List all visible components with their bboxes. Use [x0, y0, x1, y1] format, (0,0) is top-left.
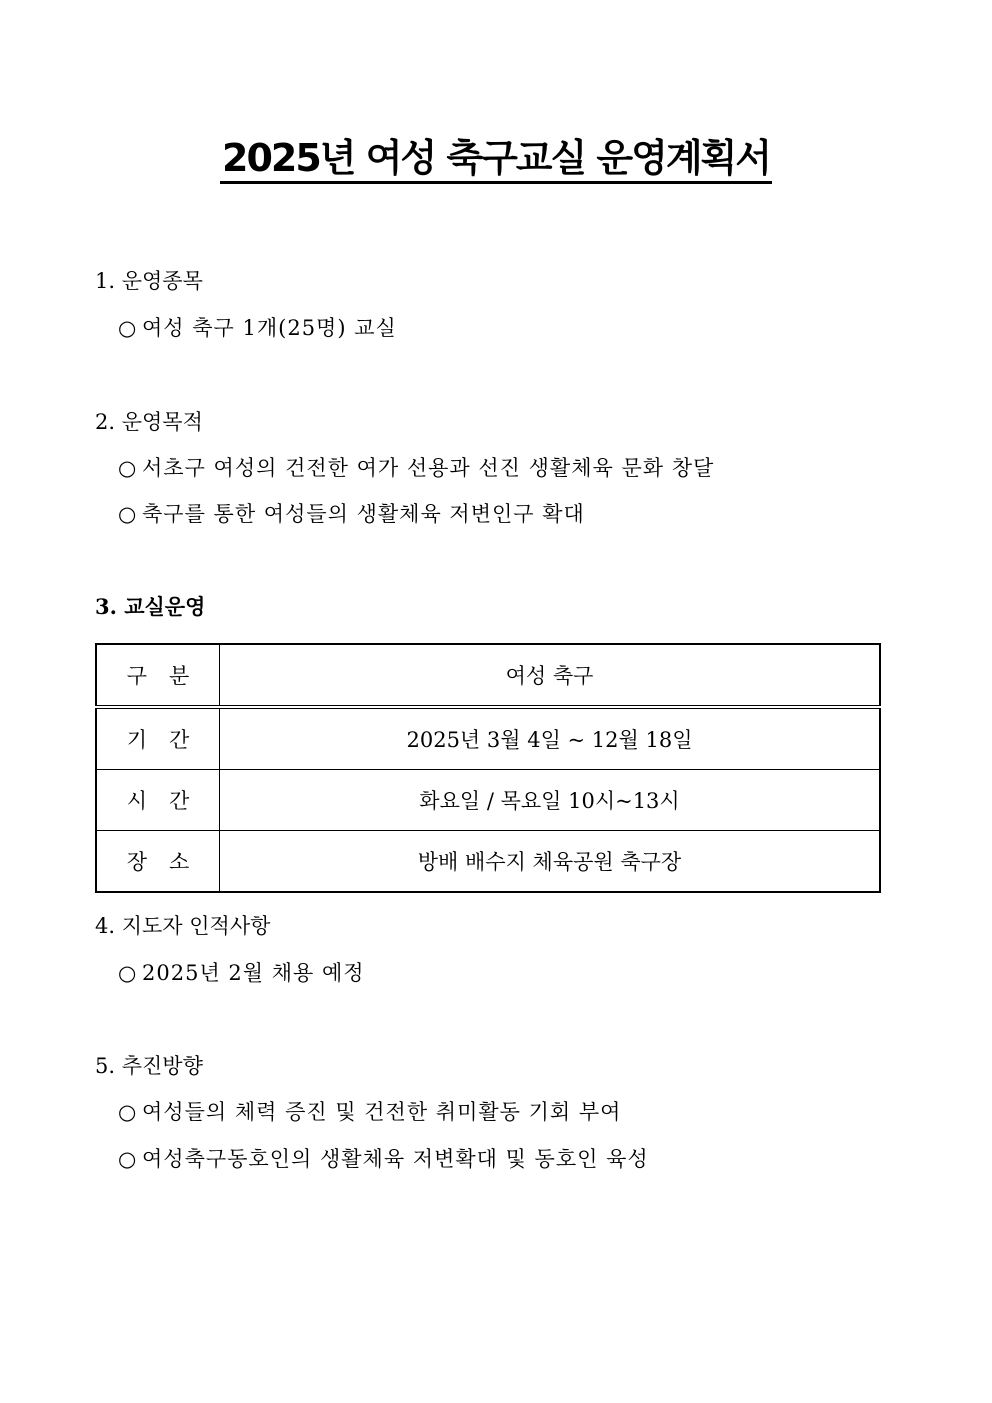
- document-title: [0, 133, 992, 184]
- bullet-mark: ○: [118, 316, 138, 340]
- table-row: [96, 770, 880, 831]
- table-row-value: 2025년 3월 4일 ~ 12월 18일: [220, 707, 881, 770]
- table-header-row: [96, 644, 880, 707]
- section-heading-operating-item: 1. 운영종목: [95, 269, 203, 293]
- bullet-mark: ○: [118, 502, 138, 526]
- bullet-item: [118, 958, 365, 988]
- table-row-value: 화요일 / 목요일 10시~13시: [220, 770, 881, 831]
- section-heading-purpose: 2. 운영목적: [95, 410, 203, 434]
- bullet-text: 축구를 통한 여성들의 생활체육 저변인구 확대: [142, 502, 585, 526]
- table-row-label: 장소: [96, 831, 220, 893]
- section-heading-direction: 5. 추진방향: [95, 1054, 203, 1078]
- bullet-text: 서초구 여성의 건전한 여가 선용과 선진 생활체육 문화 창달: [142, 456, 715, 480]
- bullet-mark: ○: [118, 1100, 138, 1124]
- bullet-mark: ○: [118, 456, 138, 480]
- bullet-text: 여성축구동호인의 생활체육 저변확대 및 동호인 육성: [142, 1147, 649, 1171]
- bullet-mark: ○: [118, 961, 138, 985]
- bullet-item: [118, 313, 397, 343]
- bullet-item: [118, 1144, 649, 1174]
- bullet-item: [118, 499, 585, 529]
- table-header-value: 여성 축구: [220, 644, 881, 707]
- bullet-text: 2025년 2월 채용 예정: [142, 961, 365, 985]
- table-row: [96, 707, 880, 770]
- table-row-label: 기간: [96, 707, 220, 770]
- bullet-item: [118, 1097, 621, 1127]
- section-heading-instructor: 4. 지도자 인적사항: [95, 914, 271, 938]
- bullet-mark: ○: [118, 1147, 138, 1171]
- section-heading-class-operation: 3. 교실운영: [95, 594, 206, 619]
- table-header-label: 구분: [96, 644, 220, 707]
- bullet-item: [118, 453, 714, 483]
- bullet-text: 여성들의 체력 증진 및 건전한 취미활동 기회 부여: [142, 1100, 622, 1124]
- class-operation-table: [95, 643, 881, 893]
- table-row: [96, 831, 880, 893]
- table-row-value: 방배 배수지 체육공원 축구장: [220, 831, 881, 893]
- bullet-text: 여성 축구 1개(25명) 교실: [142, 316, 397, 340]
- table-row-label: 시간: [96, 770, 220, 831]
- document-title-text: 2025년 여성 축구교실 운영계획서: [220, 135, 772, 184]
